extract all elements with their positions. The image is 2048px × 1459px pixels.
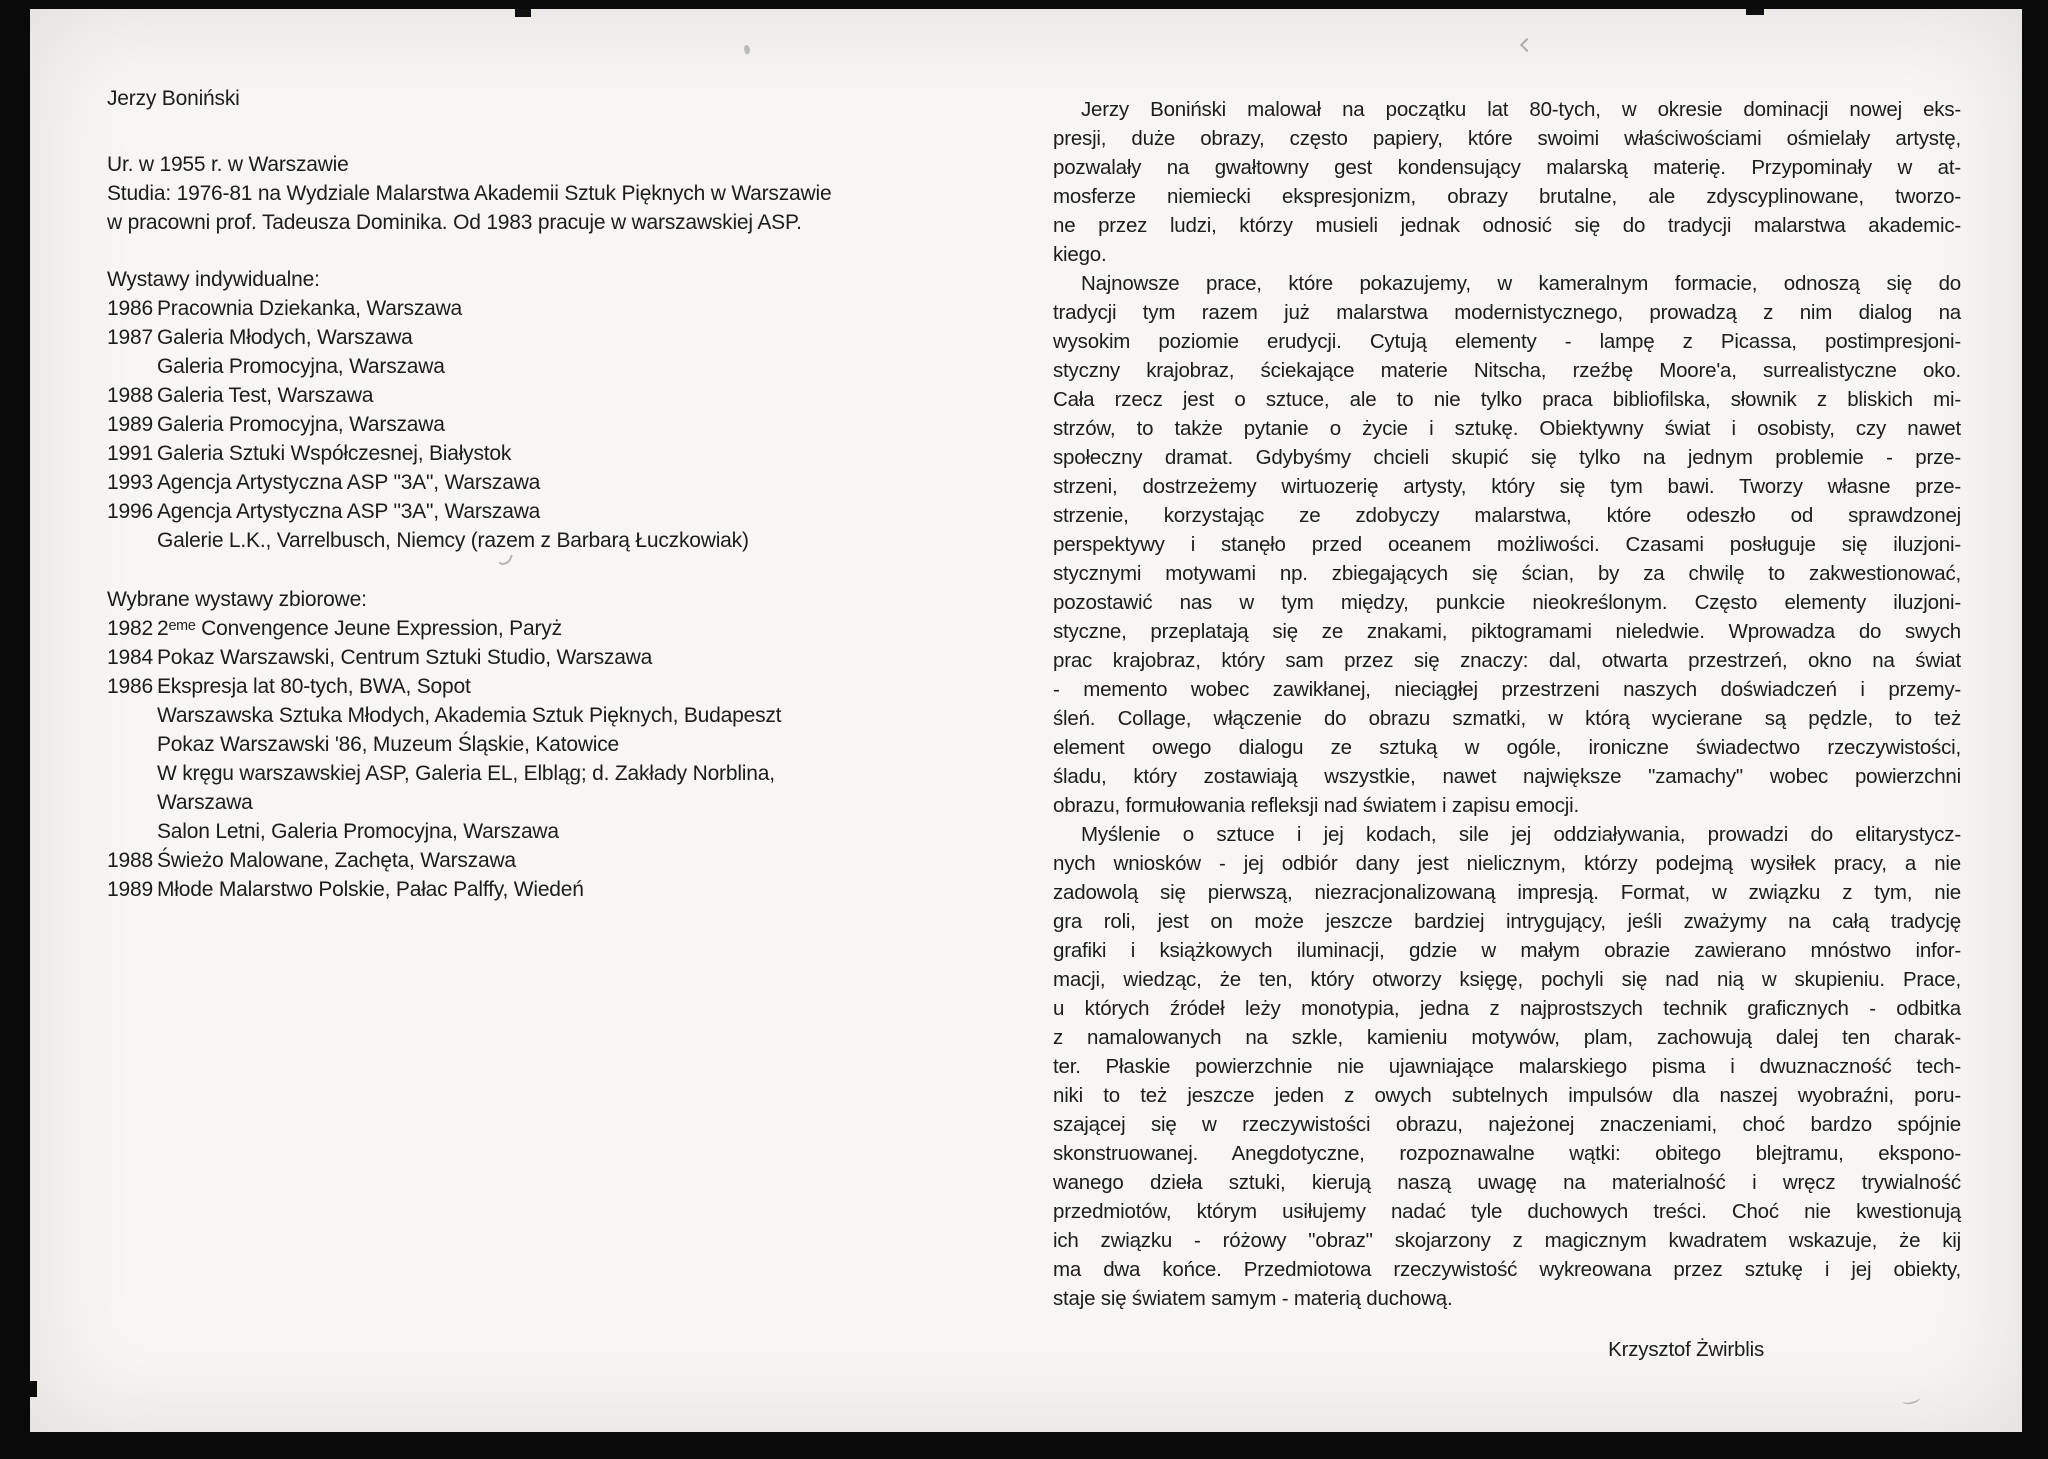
exhibition-title: Świeżo Malowane, Zachęta, Warszawa	[157, 849, 516, 872]
essay-line: gra roli, jest on może jeszcze bardziej intrygujący, jeśli zważymy na całą tradycję	[1053, 910, 1961, 933]
catalog-page	[30, 9, 2022, 1432]
exhibition-row	[107, 439, 867, 468]
essay-line: śladu, który zostawiają wszystkie, nawet największe "zamachy" wobec powierzchni	[1053, 765, 1961, 788]
exhibition-year: 1987	[107, 326, 153, 349]
exhibition-title: Warszawa	[157, 791, 253, 814]
exhibition-title: W kręgu warszawskiej ASP, Galeria EL, Elbląg; d. Zakłady Norblina,	[157, 762, 775, 785]
exhibition-row	[107, 672, 867, 701]
essay-author-signature: Krzysztof Żwirblis	[1608, 1338, 1764, 1361]
essay-line: stycznymi motywami np. zbiegających się ścian, by za chwilę to zakwestionować,	[1053, 562, 1961, 585]
bio-line: Studia: 1976-81 na Wydziale Malarstwa Akademii Sztuk Pięknych w Warszawie	[107, 182, 832, 205]
essay-line: przedmiotów, którym usiłujemy nadać tyle duchowych treści. Choć nie kwestionują	[1053, 1200, 1961, 1223]
individual-exhibitions-heading: Wystawy indywidualne:	[107, 268, 320, 291]
essay-line: presji, duże obrazy, często papiery, które swoimi właściwościami ośmielały artystę,	[1053, 127, 1961, 150]
scan-artifact	[1520, 38, 1534, 52]
essay-line: Jerzy Boniński malował na początku lat 80-tych, w okresie dominacji nowej eks-	[1081, 98, 1961, 121]
exhibition-title: Pracownia Dziekanka, Warszawa	[157, 297, 463, 320]
essay-line: pozwalały na gwałtowny gest kondensujący malarską materię. Przypominały w at-	[1053, 156, 1961, 179]
individual-exhibitions-list	[107, 294, 867, 555]
exhibition-title: Agencja Artystyczna ASP "3A", Warszawa	[157, 471, 541, 494]
essay-line: ma dwa końce. Przedmiotowa rzeczywistość wykreowana przez sztukę i jej obiekty,	[1053, 1258, 1961, 1281]
essay-line: staje się światem samym - materią duchową.	[1053, 1287, 1453, 1310]
exhibition-title: Pokaz Warszawski '86, Muzeum Śląskie, Katowice	[157, 733, 620, 756]
essay-line: u których źródeł leży monotypia, jedna z najprostszych technik graficznych - odbitka	[1053, 997, 1961, 1020]
exhibition-title: Ekspresja lat 80-tych, BWA, Sopot	[157, 675, 471, 698]
exhibition-title: Warszawska Sztuka Młodych, Akademia Sztuk Pięknych, Budapeszt	[157, 704, 782, 727]
essay-line: pozostawić nas w tym między, punkcie nieokreślonym. Często elementy iluzjoni-	[1053, 591, 1961, 614]
essay-line: śleń. Collage, włączenie do obrazu szmatki, w którą wycierane są pędzle, to też	[1053, 707, 1961, 730]
exhibition-title: Pokaz Warszawski, Centrum Sztuki Studio, Warszawa	[157, 646, 653, 669]
exhibition-year	[107, 352, 157, 381]
artist-bio	[107, 150, 867, 237]
exhibition-title: 2ᵉᵐᵉ Convengence Jeune Expression, Paryż	[157, 617, 562, 640]
exhibition-row	[107, 410, 867, 439]
exhibition-row	[107, 497, 867, 526]
exhibition-year	[107, 759, 157, 788]
essay-line: - memento wobec zawikłanej, nieciągłej przestrzeni naszych doświadczeń i przemy-	[1053, 678, 1961, 701]
exhibition-row	[107, 381, 867, 410]
scan-artifact	[742, 44, 751, 55]
exhibition-row	[107, 468, 867, 497]
essay-column	[1053, 95, 1961, 1364]
essay-line: społeczny dramat. Gdybyśmy chcieli skupić się tylko na jednym problemie - prze-	[1053, 446, 1961, 469]
exhibition-year: 1984	[107, 646, 153, 669]
essay-line: ich związku - różowy "obraz" skojarzony z magicznym kwadratem wskazuje, że kij	[1053, 1229, 1961, 1252]
essay-line: grafiki i książkowych iluminacji, gdzie w małym obrazie zawierano mnóstwo infor-	[1053, 939, 1961, 962]
exhibition-row	[107, 614, 867, 643]
exhibition-row	[107, 352, 867, 381]
exhibition-row	[107, 323, 867, 352]
bio-line: Ur. w 1955 r. w Warszawie	[107, 153, 349, 176]
essay-line: obrazu, formułowania refleksji nad światem i zapisu emocji.	[1053, 794, 1579, 817]
exhibition-row	[107, 759, 867, 788]
exhibition-title: Galeria Promocyjna, Warszawa	[157, 413, 445, 436]
artist-name: Jerzy Boniński	[107, 87, 240, 110]
essay-line: ter. Płaskie powierzchnie nie ujawniające malarskiego pisma i dwuznaczność tech-	[1053, 1055, 1961, 1078]
exhibition-row	[107, 846, 867, 875]
exhibition-row	[107, 817, 867, 846]
exhibition-year: 1993	[107, 471, 153, 494]
exhibition-year: 1991	[107, 442, 153, 465]
essay-line: element owego dialogu ze sztuką w ogóle, ironiczne świadectwo rzeczywistości,	[1053, 736, 1961, 759]
exhibition-year: 1988	[107, 384, 153, 407]
essay-line: szającej się w rzeczywistości obrazu, najeżonej znaczeniami, choć bardzo spójnie	[1053, 1113, 1961, 1136]
essay-line: strzeni, dostrzeżemy wirtuozerię artysty, który się tym bawi. Tworzy własne prze-	[1053, 475, 1961, 498]
essay-line: wysokim poziomie erudycji. Cytują elementy - lampę z Picassa, postimpresjoni-	[1053, 330, 1961, 353]
essay-body	[1053, 95, 1961, 1313]
essay-line: ne przez ludzi, którzy musieli jednak odnosić się do tradycji malarstwa akademic-	[1053, 214, 1961, 237]
essay-line: zadowolą się pierwszą, niezracjonalizowaną impresją. Format, w związku z tym, nie	[1053, 881, 1961, 904]
exhibition-title: Agencja Artystyczna ASP "3A", Warszawa	[157, 500, 541, 523]
essay-line: styczne, przeplatają się ze znakami, piktogramami nieledwie. Wprowadza do swych	[1053, 620, 1961, 643]
exhibition-year	[107, 817, 157, 846]
essay-line: wanego dzieła sztuki, kierują naszą uwagę na materialność i wręcz trywialność	[1053, 1171, 1961, 1194]
exhibition-year: 1996	[107, 500, 153, 523]
scan-artifact	[30, 1381, 37, 1397]
essay-line: Myślenie o sztuce i jej kodach, sile jej oddziaływania, prowadzi do elitarystycz-	[1081, 823, 1961, 846]
essay-line: niki to też jeszcze jeden z owych subtelnych impulsów dla naszej wyobraźni, poru-	[1053, 1084, 1961, 1107]
essay-line: tradycji tym razem już malarstwa modernistycznego, prowadzą z nim dialog na	[1053, 301, 1961, 324]
essay-line: styczny krajobraz, ściekające materie Nitscha, rzeźbę Moore'a, surrealistyczne oko.	[1053, 359, 1961, 382]
bio-line: w pracowni prof. Tadeusza Dominika. Od 1983 pracuje w warszawskiej ASP.	[107, 211, 802, 234]
essay-line: perspektywy i stanęło przed oceanem możliwości. Czasami posługuje się iluzjoni-	[1053, 533, 1961, 556]
exhibition-row	[107, 701, 867, 730]
exhibition-row	[107, 788, 867, 817]
exhibition-row	[107, 875, 867, 904]
exhibition-year: 1986	[107, 297, 153, 320]
exhibition-year	[107, 730, 157, 759]
exhibition-year	[107, 701, 157, 730]
exhibition-year: 1989	[107, 878, 153, 901]
exhibition-row	[107, 643, 867, 672]
group-exhibitions-list	[107, 614, 867, 904]
essay-line: macji, wiedząc, że ten, który otworzy księgę, pochyli się nad nią w skupieniu. Prace,	[1053, 968, 1961, 991]
exhibition-title: Galeria Młodych, Warszawa	[157, 326, 413, 349]
essay-line: strzów, to także pytanie o życie i sztukę. Obiektywny świat i osobisty, czy nawet	[1053, 417, 1961, 440]
essay-line: Cała rzecz jest o sztuce, ale to nie tylko praca bibliofilska, słownik z bliskich mi-	[1053, 388, 1961, 411]
exhibition-title: Galeria Test, Warszawa	[157, 384, 374, 407]
exhibition-title: Młode Malarstwo Polskie, Pałac Palffy, Wiedeń	[157, 878, 584, 901]
essay-line: kiego.	[1053, 243, 1107, 266]
essay-line: Najnowsze prace, które pokazujemy, w kameralnym formacie, odnoszą się do	[1081, 272, 1961, 295]
essay-line: nych wniosków - jej odbiór dany jest nielicznym, którzy podejmą wysiłek pracy, a nie	[1053, 852, 1961, 875]
essay-line: skonstruowanej. Anegdotyczne, rozpoznawalne wątki: obitego blejtramu, ekspono-	[1053, 1142, 1961, 1165]
scan-artifact	[1901, 1393, 1920, 1406]
exhibition-year	[107, 526, 157, 555]
exhibition-row	[107, 294, 867, 323]
exhibition-row	[107, 730, 867, 759]
exhibition-title: Salon Letni, Galeria Promocyjna, Warszawa	[157, 820, 559, 843]
exhibition-year: 1988	[107, 849, 153, 872]
essay-line: mosferze niemiecki ekspresjonizm, obrazy brutalne, ale zdyscyplinowane, tworzo-	[1053, 185, 1961, 208]
exhibition-title: Galeria Promocyjna, Warszawa	[157, 355, 445, 378]
exhibition-year: 1986	[107, 675, 153, 698]
exhibition-title: Galeria Sztuki Współczesnej, Białystok	[157, 442, 512, 465]
exhibition-row	[107, 526, 867, 555]
exhibition-year	[107, 788, 157, 817]
exhibition-year: 1982	[107, 617, 153, 640]
group-exhibitions-heading: Wybrane wystawy zbiorowe:	[107, 588, 367, 611]
scan-artifact	[515, 9, 531, 17]
exhibition-year: 1989	[107, 413, 153, 436]
essay-line: prac krajobraz, który sam przez się znaczy: dal, otwarta przestrzeń, okno na świat	[1053, 649, 1961, 672]
exhibition-title: Galerie L.K., Varrelbusch, Niemcy (razem z Barbarą Łuczkowiak)	[157, 529, 749, 552]
cv-column	[107, 84, 867, 904]
essay-line: z namalowanych na szkle, kamieniu motywów, plam, zachowują dalej ten charak-	[1053, 1026, 1961, 1049]
scan-artifact	[1746, 9, 1764, 15]
essay-line: strzenie, korzystając ze zdobyczy malarstwa, które odeszło od sprawdzonej	[1053, 504, 1961, 527]
